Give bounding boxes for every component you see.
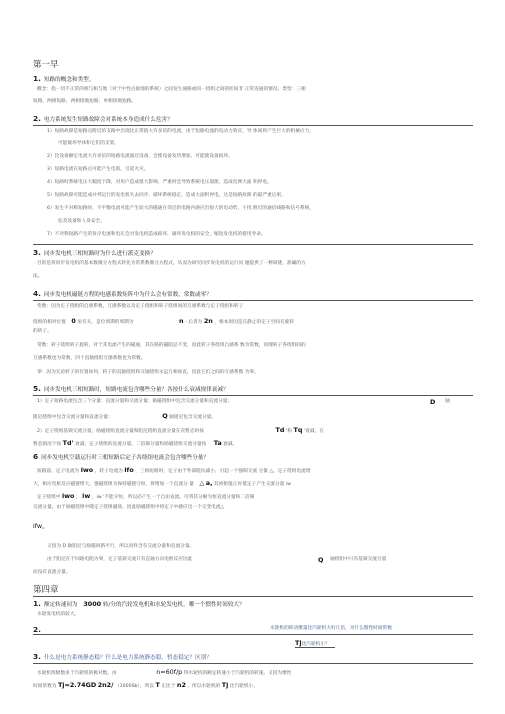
ch4-question-2: 2. — [33, 625, 41, 634]
answer-line: 水轮发电机的较大。 — [37, 612, 80, 617]
list-item: 2）比设备额定电流大许多倍的短路电流通过设备，会使设备发热增加，可能使设备损坏。 — [47, 154, 233, 159]
list-item: 6）发生不对称短路时，不平衡电流可能产生较大的磁通在邻近的电路内感应出很大的电动势，干扰 附近的通信线路和信号系统， — [47, 206, 314, 211]
answer-line: 1）定子短路电流包含三个分量：直流分量和交流分量；励磁绕组中包含交流分量和直流分量； D 轴 — [37, 398, 450, 406]
answer-line: 水轮机的转动惯量比汽轮机大好几倍，为什么惯性时间常数 — [270, 626, 392, 631]
divider — [33, 596, 473, 597]
list-item: 3）短路电流在短路点可能产生电弧，引起火灾。 — [47, 167, 149, 172]
answer-line: 水轮机组级数多于汽轮机的极对数，由 n=60f/p 得水轮机的额定转速小于汽轮机的转速，又因为惯性 — [37, 668, 292, 676]
question-title: 同步发电机三相短路时为什么进行派克变换？ — [43, 251, 156, 257]
divider — [33, 300, 473, 301]
answer-line: 定子绕组中 iwo ， iw ，iw '不能守恒，所以必产生一个自由直流，可将其分解为恒直流分量和二倍频 — [37, 492, 255, 500]
answer-line: 交流分量。由于励磁绕组中随定子绕组磁场，因此励磁绕组中将定子中感应出一个交变电流△ — [33, 505, 225, 510]
question-6 — [33, 452, 209, 461]
divider — [33, 634, 473, 635]
question-title: 短路的概念和类型。 — [43, 77, 95, 83]
divider — [295, 647, 335, 648]
answer-line: 短路，两相短路，两相接地短路，单相接地短路。 — [33, 99, 137, 104]
answer-line: 而没有直流分量。 — [33, 570, 71, 575]
question-5 — [33, 384, 229, 393]
answer-line: Tj比汽轮机小？ — [295, 639, 330, 647]
answer-line: 变数：因为定子绕组的自感系数，互感系数以及定子绕组和转子绕组间的互感系数与定子绕组和转子 — [37, 304, 244, 309]
question-title: 同步发电机磁链方程的电感系数矩阵中为什么会有常数，常数或零？ — [43, 292, 212, 298]
chapter-heading: 第一早 — [33, 60, 59, 70]
answer-line: 法。 — [33, 274, 43, 279]
answer-line: 短路前，定子电流为 iwo ，转子电流为 ifo ，三相短路时，定子由于外部阻抗减小，引起一个强制交流 分量 △，定子绕组电流增 — [37, 466, 311, 474]
list-item: 7）不对称短路产生的负序电流和电压会对发电机造成损坏，破坏发电机的安全，缩短发电机的使用寿命。 — [47, 232, 266, 237]
ch4-question-3: 3. 什么是电力系统静态稳？什么是电力系统静态稳，暂态稳定？区别？ — [33, 652, 212, 661]
answer-line: 由于阻尼在于回路电阻为零，定子基频交流只有直轴方向电枢反应因此 Q 轴绕组中只有基频交流分量 — [47, 556, 387, 564]
divider — [33, 125, 473, 126]
divider — [33, 395, 473, 396]
answer-line: 常数：转子绕组转子旋转，对于其电流产生的磁通，其在路的磁阻总不变，因此转子各绕组自感系 数为常数，同理转子各绕组间的 — [37, 343, 306, 348]
list-item: 5）短路故障可能造成并列运行的发电机失去同步，破坏系统稳定，造成大面积停电，这是短路故障 的最严重后果。 — [47, 193, 286, 198]
question-2 — [33, 114, 173, 123]
answer-line: 阻尼绕组中包含交流分量和直流分量； Q 轴阻尼包含交流分量。 — [33, 412, 217, 420]
list-item: 1）短路故障是短路点附近的支路中出现比正常值大许多倍的电流，由于短路电流的电动力效应，导 体间将产生巨大的机械应力， — [47, 129, 314, 134]
question-number: 2. — [33, 114, 41, 123]
answer-line: 大，相应电枢反应磁链增大，强磁绕组为保持磁链守恒，将增加一个直流分 量 △ a, 其初始值正好抵定子产生交流分量 iw — [33, 479, 291, 487]
list-item: 4）短路时系统电压大幅度下降，对用户造成很大影响，严重时会导致系统电压崩溃，造成电网大面 积停电。 — [47, 180, 272, 185]
answer-line: 零：因为无论转子的位置如何，转子的直轴绕组和交轴绕组永远互相垂直，因此它们之间的互感系数 为零。 — [37, 370, 259, 375]
question-4 — [33, 289, 212, 298]
answer-line: 2）定子绕组基频交流分量，励磁绕组直流分量和阻尼绕组直流分量在次暂态时按 Td '和 Tq '衰减，在 — [37, 426, 324, 434]
question-number: 4. — [33, 289, 41, 298]
answer-line: 时间常数为 Tj=2.74GD 2n2/ （1000Sb），所以 T 正比于 n2 ，所以水轮机的 Tj 比汽轮机小。 — [33, 681, 258, 689]
answer-line: 目的是将同步发电机的基本数微分方程式转化为常系数微分方程式，从而为研究同步发电机的运行问 题提供了一种简捷，准确的方 — [37, 261, 306, 266]
question-number: 3. — [33, 248, 41, 257]
chapter-heading: 第四章 — [33, 585, 59, 595]
list-item: 可能破坏导体和它们的支架。 — [58, 141, 119, 146]
question-number: 5. — [33, 384, 41, 393]
answer-line: 又因为 D 轴阻尼与励磁回路平行，所以同样含有交流分量和直流分量。 — [47, 544, 195, 549]
answer-line: 绕组的相对位置 0 角有关，是位周期的周期为 n - 后者为 2n ，根本原因是在静止的定子空间有旋转 — [33, 317, 295, 325]
question-title: 同步发电机三相短路时，短路电流包含哪些分量？各按什么衰减规律衰减？ — [43, 387, 229, 393]
question-1 — [33, 74, 94, 83]
answer-line: ifw。 — [33, 522, 49, 530]
question-number: 1. — [33, 74, 41, 83]
question-title: 同步发电机空载运行时三相短路后定子各绕组电流会包含哪些分量？ — [41, 455, 209, 461]
answer-line: 的转子。 — [33, 329, 52, 334]
divider — [33, 244, 473, 245]
question-title: 电力系统发生短路故障会对系统本身造成什么危害？ — [43, 117, 173, 123]
answer-line: 暂态情况下按 Td' 衰减；定子绕组的直流分量，二倍频分量和励磁绕组交流分量按 Ta 衰减。 — [33, 439, 238, 447]
answer-line: 概念：指一切不正常的相与相与地（对于中性点接地的系统）之间发生通路或同一绕组之间的匝间非 正常连通的情况。类型：三相 — [37, 87, 306, 92]
answer-line: 互感系数也为常数，四十直轴绕组互感系数也为常数。 — [33, 356, 146, 361]
ch4-question-1: 1. 额定转速同为 3000 转/分的汽轮发电机和水轮发电机，哪一个惯性时间较大？ — [33, 599, 245, 608]
question-number: 6 — [33, 452, 39, 461]
question-3 — [33, 248, 156, 257]
list-item: 危及设备和人身安全。 — [58, 219, 105, 224]
divider — [33, 663, 473, 664]
